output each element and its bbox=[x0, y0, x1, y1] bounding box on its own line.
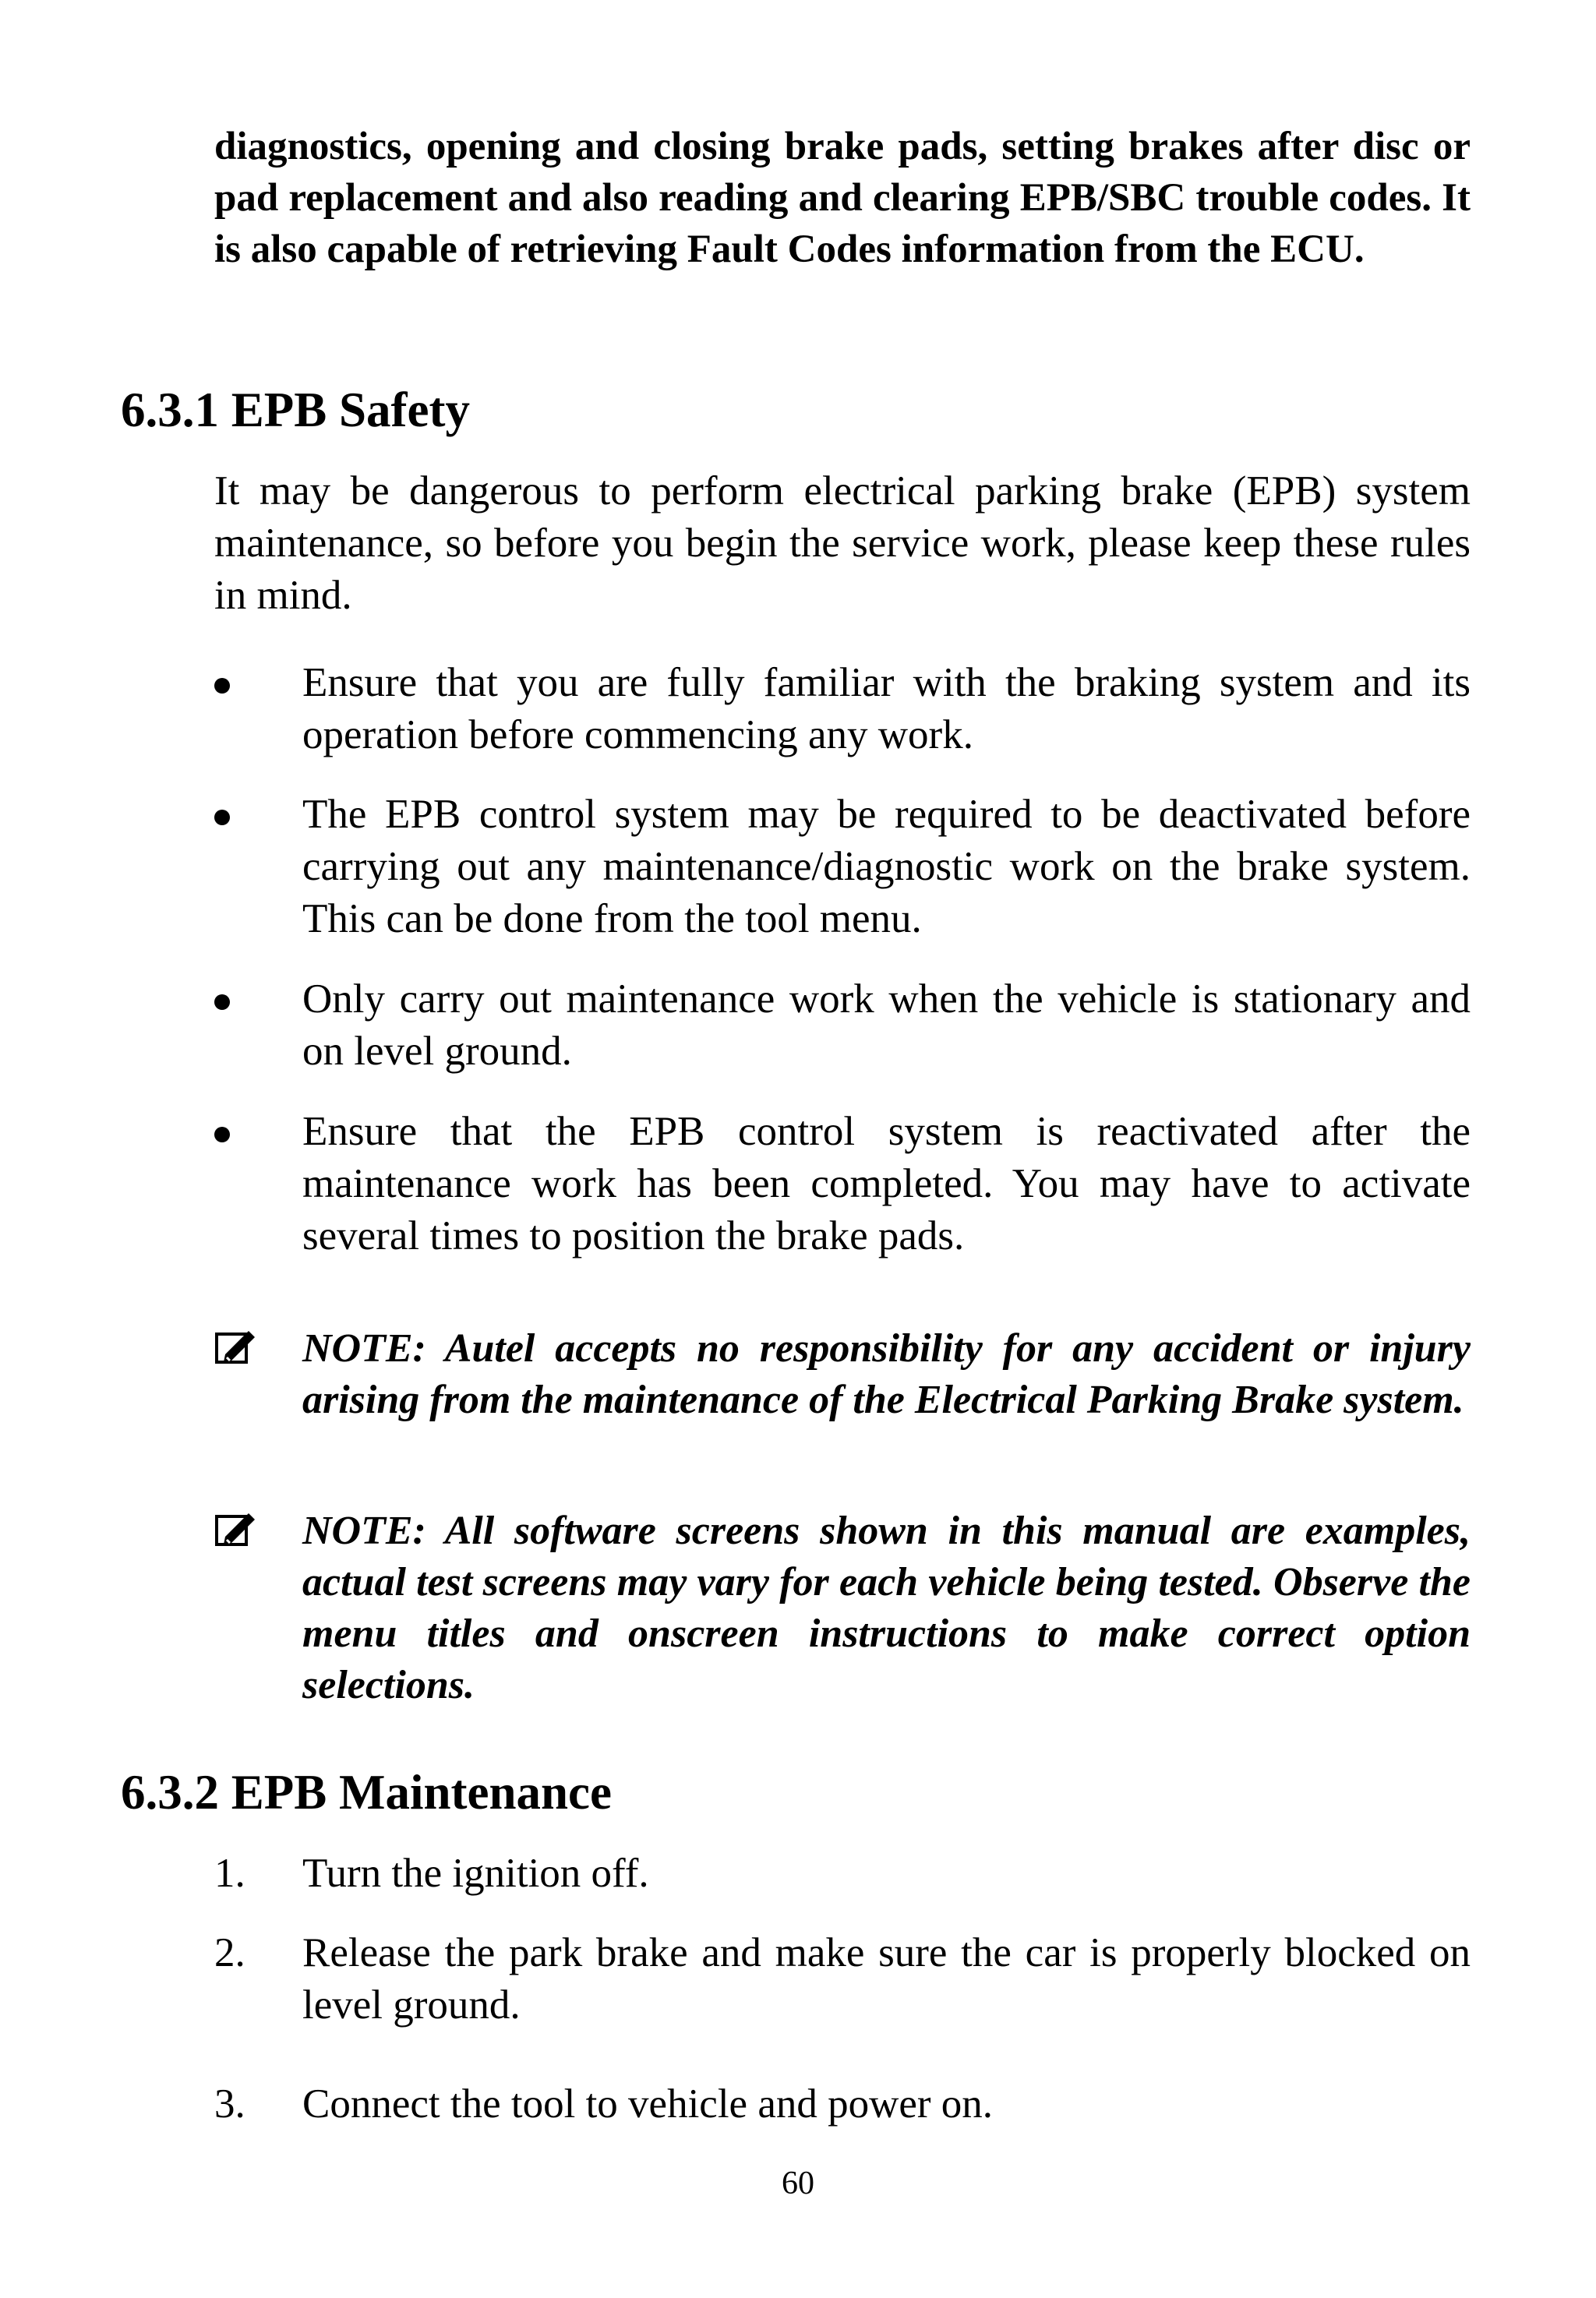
step-text: Connect the tool to vehicle and power on. bbox=[302, 2081, 994, 2127]
note-pencil-icon bbox=[214, 1328, 258, 1365]
bullet-icon bbox=[214, 678, 230, 694]
step-number: 1. bbox=[214, 1851, 245, 1896]
bullet-item bbox=[214, 789, 1471, 945]
bullet-icon bbox=[214, 1127, 230, 1142]
bullet-item bbox=[214, 657, 1471, 761]
step-item bbox=[214, 1927, 1471, 2031]
step-text: Release the park brake and make sure the car is properly blocked on level ground. bbox=[302, 1930, 1471, 2028]
intro-paragraph: diagnostics, opening and closing brake pads, setting brakes after disc or pad replacement and also reading and clearing EPB/SBC trouble codes. It is also capable of retrieving Fault Codes information from the ECU. bbox=[214, 125, 1471, 271]
step-number: 3. bbox=[214, 2081, 245, 2127]
note-text: NOTE: All software screens shown in this manual are examples, actual test screens may vary for each vehicle being tested. Observe the menu titles and onscreen instructions to make correct option selections. bbox=[302, 1509, 1471, 1707]
step-number: 2. bbox=[214, 1930, 245, 1975]
bullet-text: The EPB control system may be required to be deactivated before carrying out any maintenance/diagnostic work on the brake system. This can be done from the tool menu. bbox=[302, 792, 1471, 941]
page-number: 60 bbox=[782, 2166, 814, 2201]
safety-intro-paragraph: It may be dangerous to perform electrical parking brake (EPB) system maintenance, so before you begin the service work, please keep these rules in mind. bbox=[214, 468, 1471, 618]
note-block bbox=[214, 1506, 1471, 1711]
step-item bbox=[214, 2078, 1471, 2130]
bullet-text: Only carry out maintenance work when the vehicle is stationary and on level ground. bbox=[302, 976, 1471, 1074]
bullet-icon bbox=[214, 994, 230, 1010]
bullet-text: Ensure that you are fully familiar with the braking system and its operation before commencing any work. bbox=[302, 660, 1471, 757]
bullet-text: Ensure that the EPB control system is reactivated after the maintenance work has been completed. You may have to activate several times to position the brake pads. bbox=[302, 1109, 1471, 1258]
note-block bbox=[214, 1323, 1471, 1426]
step-item bbox=[214, 1848, 1471, 1900]
bullet-item bbox=[214, 973, 1471, 1078]
step-text: Turn the ignition off. bbox=[302, 1851, 649, 1896]
section-heading-epb-maintenance: 6.3.2 EPB Maintenance bbox=[121, 1765, 612, 1820]
bullet-icon bbox=[214, 810, 230, 825]
note-pencil-icon bbox=[214, 1510, 258, 1548]
bullet-item bbox=[214, 1106, 1471, 1262]
note-text: NOTE: Autel accepts no responsibility for any accident or injury arising from the maintenance of the Electrical Parking Brake system. bbox=[302, 1326, 1471, 1422]
section-heading-epb-safety: 6.3.1 EPB Safety bbox=[121, 383, 470, 437]
